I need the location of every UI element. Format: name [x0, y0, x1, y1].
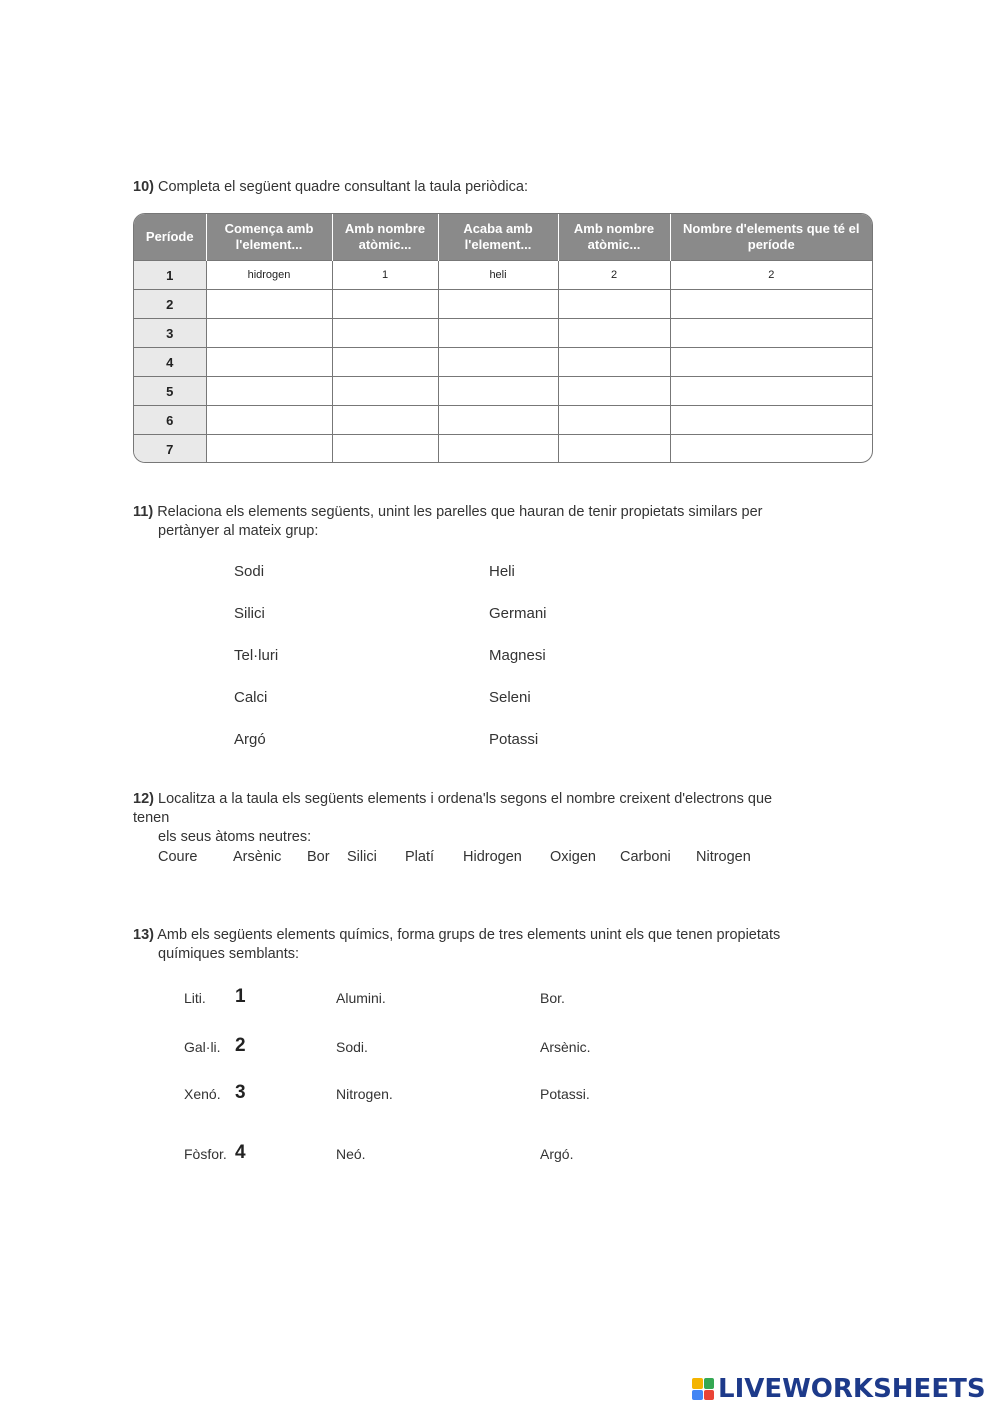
answer-cell[interactable] — [332, 377, 438, 406]
answer-cell[interactable] — [670, 348, 872, 377]
answer-cell[interactable] — [670, 290, 872, 319]
answer-cell[interactable] — [558, 406, 670, 435]
answer-cell[interactable] — [558, 290, 670, 319]
liveworksheets-logo — [692, 1373, 986, 1405]
answer-cell[interactable] — [438, 435, 558, 464]
answer-cell[interactable]: 2 — [670, 261, 872, 290]
header-period: Període — [134, 214, 206, 261]
header-ends-with: Acaba amb l'element... — [438, 214, 558, 261]
period-number: 2 — [134, 290, 206, 319]
period-number: 5 — [134, 377, 206, 406]
group-number: 1 — [235, 986, 246, 1007]
period-number: 1 — [134, 261, 206, 290]
element-right[interactable]: Heli — [489, 563, 515, 580]
answer-cell[interactable] — [438, 319, 558, 348]
element-item[interactable]: Hidrogen — [463, 849, 522, 865]
question-13 — [133, 926, 808, 964]
question-11 — [133, 503, 808, 541]
element-item[interactable]: Nitrogen — [696, 849, 751, 865]
element-item[interactable]: Oxigen — [550, 849, 596, 865]
answer-cell[interactable] — [670, 435, 872, 464]
element-item[interactable]: Carboni — [620, 849, 671, 865]
question-text-line1: Amb els següents elements químics, forma grups de tres elements unint els que tenen propietats — [157, 927, 781, 943]
question-text-line1: Relaciona els elements següents, unint les parelles que hauran de tenir propietats similars per — [157, 504, 763, 520]
element-item[interactable]: Platí — [405, 849, 435, 865]
period-number: 6 — [134, 406, 206, 435]
answer-cell[interactable] — [206, 435, 332, 464]
element-col1: Fòsfor. — [184, 1146, 227, 1162]
element-col3[interactable]: Bor. — [540, 990, 565, 1006]
table-header-row — [134, 214, 872, 261]
header-starts-with: Comença amb l'element... — [206, 214, 332, 261]
table-row — [134, 319, 872, 348]
liveworksheets-logo-text: LIVEWORKSHEETS — [718, 1374, 986, 1404]
answer-cell[interactable] — [558, 348, 670, 377]
answer-cell[interactable] — [206, 377, 332, 406]
answer-cell[interactable] — [670, 406, 872, 435]
element-right[interactable]: Germani — [489, 605, 547, 622]
question-text-line1: Localitza a la taula els següents elements i ordena'ls segons el nombre creixent d'electrons que tenen — [133, 791, 773, 826]
element-col3[interactable]: Potassi. — [540, 1086, 590, 1102]
element-right[interactable]: Potassi — [489, 731, 539, 748]
question-text: Completa el següent quadre consultant la taula periòdica: — [158, 179, 528, 195]
question-number: 12) — [133, 791, 154, 807]
group-number: 4 — [235, 1142, 246, 1163]
answer-cell[interactable] — [670, 377, 872, 406]
header-element-count: Nombre d'elements que té el període — [670, 214, 872, 261]
question-10 — [133, 178, 808, 197]
answer-cell[interactable] — [438, 290, 558, 319]
answer-cell[interactable]: heli — [438, 261, 558, 290]
table-row — [134, 261, 872, 290]
group-number: 3 — [235, 1082, 246, 1103]
element-col1: Liti. — [184, 990, 206, 1006]
element-col1: Xenó. — [184, 1086, 221, 1102]
element-col2[interactable]: Alumini. — [336, 990, 386, 1006]
element-right[interactable]: Magnesi — [489, 647, 546, 664]
answer-cell[interactable] — [206, 290, 332, 319]
answer-cell[interactable] — [332, 435, 438, 464]
element-col3[interactable]: Arsènic. — [540, 1039, 591, 1055]
answer-cell[interactable]: hidrogen — [206, 261, 332, 290]
question-text-line2: químiques semblants: — [158, 946, 300, 962]
answer-cell[interactable] — [206, 406, 332, 435]
liveworksheets-logo-icon — [692, 1378, 714, 1400]
element-left[interactable]: Tel·luri — [234, 647, 279, 664]
table-row — [134, 290, 872, 319]
element-col3[interactable]: Argó. — [540, 1146, 574, 1162]
table-row — [134, 377, 872, 406]
table-row — [134, 406, 872, 435]
element-item[interactable]: Silici — [347, 849, 377, 865]
element-col2[interactable]: Sodi. — [336, 1039, 368, 1055]
header-atomic-number-start: Amb nombre atòmic... — [332, 214, 438, 261]
answer-cell[interactable] — [670, 319, 872, 348]
table-row — [134, 435, 872, 464]
answer-cell[interactable] — [332, 290, 438, 319]
question-number: 10) — [133, 179, 154, 195]
period-number: 7 — [134, 435, 206, 464]
answer-cell[interactable] — [438, 377, 558, 406]
question-12 — [133, 790, 808, 847]
element-left[interactable]: Sodi — [234, 563, 265, 580]
answer-cell[interactable]: 2 — [558, 261, 670, 290]
group-number: 2 — [235, 1035, 246, 1056]
header-atomic-number-end: Amb nombre atòmic... — [558, 214, 670, 261]
element-item[interactable]: Arsènic — [233, 849, 282, 865]
question-text-line2: els seus àtoms neutres: — [158, 829, 312, 845]
answer-cell[interactable] — [206, 319, 332, 348]
period-number: 4 — [134, 348, 206, 377]
element-col2[interactable]: Neó. — [336, 1146, 366, 1162]
element-left[interactable]: Calci — [234, 689, 268, 706]
element-left[interactable]: Argó — [234, 731, 266, 748]
question-text-line2: pertànyer al mateix grup: — [158, 523, 319, 539]
question-number: 13) — [133, 927, 154, 943]
element-item[interactable]: Coure — [158, 849, 198, 865]
question-number: 11) — [133, 504, 154, 520]
answer-cell[interactable] — [206, 348, 332, 377]
answer-cell[interactable]: 1 — [332, 261, 438, 290]
answer-cell[interactable] — [558, 435, 670, 464]
element-left[interactable]: Silici — [234, 605, 265, 622]
answer-cell[interactable] — [332, 348, 438, 377]
answer-cell[interactable] — [332, 319, 438, 348]
table-row — [134, 348, 872, 377]
element-item[interactable]: Bor — [307, 849, 330, 865]
period-number: 3 — [134, 319, 206, 348]
element-right[interactable]: Seleni — [489, 689, 531, 706]
answer-cell[interactable] — [558, 319, 670, 348]
element-col2[interactable]: Nitrogen. — [336, 1086, 393, 1102]
answer-cell[interactable] — [332, 406, 438, 435]
answer-cell[interactable] — [438, 348, 558, 377]
answer-cell[interactable] — [558, 377, 670, 406]
periodic-table-grid — [133, 213, 873, 463]
element-col1: Gal·li. — [184, 1039, 221, 1055]
answer-cell[interactable] — [438, 406, 558, 435]
